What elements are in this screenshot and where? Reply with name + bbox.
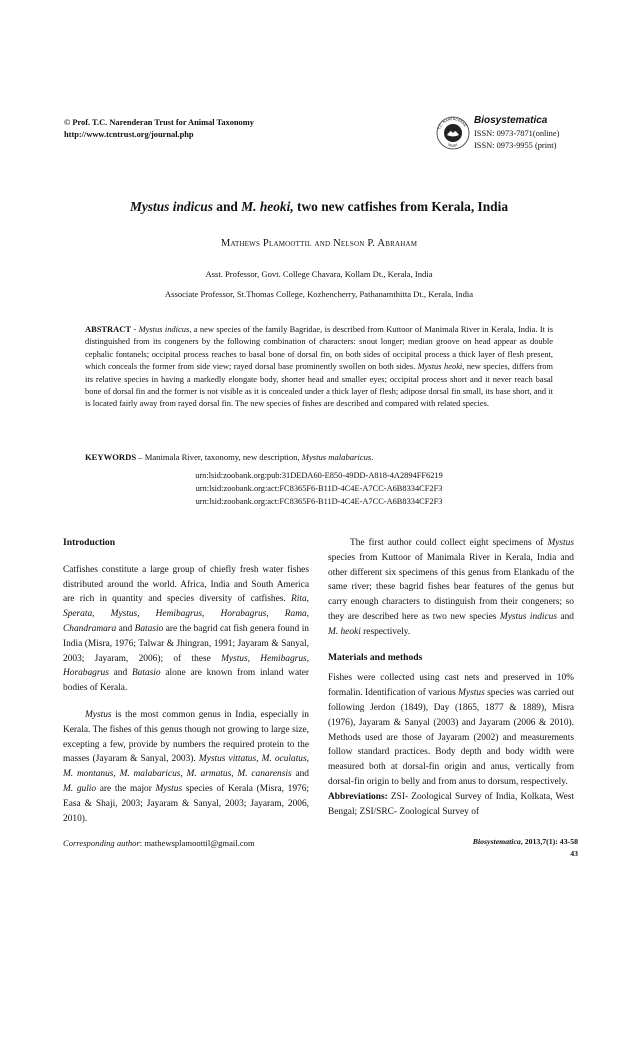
intro-paragraph-1 <box>63 563 309 696</box>
keywords-label: KEYWORDS <box>85 452 137 462</box>
text-run: and <box>291 769 309 780</box>
issn-print: ISSN: 0973-9955 (print) <box>474 140 557 150</box>
citation-footer <box>400 836 578 860</box>
keywords-species: Mystus malabaricus <box>301 452 372 462</box>
text-run: , <box>266 609 285 620</box>
citation-journal: Biosystematica <box>472 837 521 846</box>
abstract-species-2: Mystus heoki <box>417 361 463 372</box>
author-list: Mathews Plamoottil and Nelson P. Abraham <box>220 238 418 249</box>
text-run: are the bagrid cat fish genera found in India (Misra, 1976; Talwar & Jhingran, 1991; Jayaram & Sanyal, 2003; Jayaram, 2006); of these <box>63 623 309 664</box>
affiliation-1: Asst. Professor, Govt. College Chavara, Kollam Dt., Kerala, India <box>205 269 433 279</box>
genus-names: Batasio <box>131 668 161 679</box>
left-column <box>63 536 309 826</box>
journal-name: Biosystematica <box>474 115 548 126</box>
text-run: respectively. <box>360 626 411 637</box>
title-species-1: Mystus indicus <box>129 199 213 214</box>
text-run: ZSI- Zoological Survey of India, Kolkata, West Bengal; ZSI/SRC- Zoological Survey of <box>328 791 574 817</box>
title-rest: two new catfishes from Kerala, India <box>293 199 509 214</box>
journal-url[interactable]: http://www.tcntrust.org/journal.php <box>64 130 194 139</box>
copyright-line: © Prof. T.C. Narenderan Trust for Animal Taxonomy <box>64 118 254 127</box>
introduction-heading: Introduction <box>63 537 116 548</box>
abbreviations-paragraph <box>328 790 574 820</box>
methods-paragraph <box>328 671 574 789</box>
keywords <box>85 452 555 462</box>
lsid-line[interactable]: urn:lsid:zoobank.org:act:FC8365F6-B11D-4C4E-A7CC-A6B8334CF2F3 <box>195 497 443 507</box>
genus-names: Mystus <box>547 538 574 548</box>
genus-names: Mystus <box>85 709 112 720</box>
text-run: The first author could collect eight specimens of <box>350 538 548 548</box>
affiliation-2: Associate Professor, St.Thomas College, Kozhencherry, Pathanamthitta Dt., Kerala, India <box>164 289 474 299</box>
corr-email[interactable]: : mathewsplamoottil@gmail.com <box>139 838 255 848</box>
paper-title <box>0 199 638 215</box>
title-species-2: M. heoki, <box>241 199 294 214</box>
header-journal <box>474 114 559 151</box>
intro-paragraph-3 <box>328 536 574 640</box>
text-run: is the most common genus in India, especially in Kerala. The fishes of this genus though not growing to large size, excepting a few, provide by numbers the required protein to the masses (Jayaram & Sanyal, 2003). <box>63 709 309 765</box>
text-run: are the major <box>96 783 156 794</box>
materials-methods-heading: Materials and methods <box>328 651 423 663</box>
abstract-label: ABSTRACT <box>85 324 131 334</box>
genus-names: Batasio <box>134 623 164 634</box>
corr-label: Corresponding author <box>63 838 140 848</box>
genus-names: Mystus <box>458 688 485 699</box>
header-publisher <box>64 117 254 141</box>
issn-online: ISSN: 0973-7871(online) <box>474 129 560 138</box>
species-names: M. gulio <box>63 783 97 794</box>
text-run: species was carried out following Jerdon (1849), Day (1865, 1877 & 1889), Misra (1976), Jayaram & Sanyal (2003) and Jayaram (2006 & 2010). Methods used are those of Jayaram (2002) and measurements follow standard practices. Body depth and body width were measured both at dorsal-fin origin and anus, vertically from dorsal-fin origin to belly and from anus to dorsum, respectively. <box>328 688 574 787</box>
text-run: and <box>557 611 574 622</box>
text-run: and <box>108 668 132 679</box>
genus-names: Rama, Chandramara <box>63 609 309 634</box>
abstract-dash: - <box>130 324 139 334</box>
intro-paragraph-2 <box>63 708 309 826</box>
text-run: Catfishes constitute a large group of chiefly fresh water fishes distributed around the world. Africa, India and South America are rich in quantity and species diversity of catfishes. <box>63 564 309 605</box>
right-column <box>328 536 574 819</box>
genus-names: Mystus <box>155 783 183 794</box>
abbreviations-label: Abbreviations: <box>328 791 388 802</box>
seal-ring-bottom: TRUST <box>446 142 459 149</box>
keywords-end: . <box>371 452 374 462</box>
lsid-line[interactable]: urn:lsid:zoobank.org:pub:31DEDA60-E850-49DD-A818-4A2894FF6219 <box>195 471 443 480</box>
keywords-sep: – <box>136 452 145 462</box>
genus-names: Mystus, Hemibagrus, Horabagrus <box>63 653 309 679</box>
zoobank-lsids <box>0 469 638 509</box>
keywords-text: Manimala River, taxonomy, new description, <box>144 452 302 462</box>
title-and: and <box>212 199 242 214</box>
genus-names: Rita, Sperata, Mystus, Hemibagrus, Horabagrus <box>63 594 309 620</box>
citation-volume: , 2013,7(1): 43-58 <box>520 837 578 846</box>
seal-ring-top: T.C. NARENDERAN <box>437 116 468 131</box>
svg-text:TRUST <box>446 142 459 148</box>
citation-line <box>400 836 578 848</box>
species-names: M. heoki <box>328 626 361 637</box>
text-run: alone are known from inland water bodies of Kerala. <box>63 668 309 694</box>
species-names: Mystus vittatus, M. oculatus, M. montanus, M. malabaricus, M. armatus, M. canarensis <box>63 754 309 780</box>
abstract-text-1: , a new species of the family Bagridae, is described from Kuttoor of Manimala River in Kerala, India. It is distinguished from its congeners by the following combination of characters: snout longer; median groove on head appear as double cephalic fontanels; occipital process reaches to basal bone of dorsal fin, on both sides of occipital process a thick layer of flesh present, which conceals the former from side view; rayed dorsal base prominently swollen on both sides. <box>85 324 554 372</box>
species-names: Mystus indicus <box>499 611 557 622</box>
page-number: 43 <box>570 849 578 858</box>
text-run: species from Kuttoor of Manimala River in Kerala, India and other different six specimens of this genus from Elankadu of the same river; these bagrid fishes bear features of the genus but carry enough characters to distinguish from their congeners; so they are described here as two new species <box>328 552 574 622</box>
text-run: species of Kerala (Misra, 1976; Easa & Shaji, 2003; Jayaram & Sanyal, 2003; Jayaram, 2006, 2010). <box>63 783 309 824</box>
trust-seal-logo <box>436 116 470 150</box>
lsid-line[interactable]: urn:lsid:zoobank.org:act:FC8365F6-B11D-4C4E-A7CC-A6B8334CF2F3 <box>195 484 443 494</box>
text-run: and <box>116 623 135 634</box>
abstract-species-1: Mystus indicus <box>138 324 190 334</box>
abstract-text-2: , new species, differs from its relative species in having a markedly elongate body, shorter head and smaller eyes; occipital process short and it never reach basal bone of dorsal fin and the former is not visible as it is concealed under a thick layer of flesh; adipose dorsal fin small, its base short, and it is located fairly away from rayed dorsal fin. The new species of fishes are described and compared with related species. <box>85 361 553 409</box>
corresponding-author <box>63 838 255 848</box>
abstract <box>85 323 553 410</box>
text-run: Fishes were collected using cast nets and preserved in 10% formalin. Identification of various <box>328 673 574 699</box>
